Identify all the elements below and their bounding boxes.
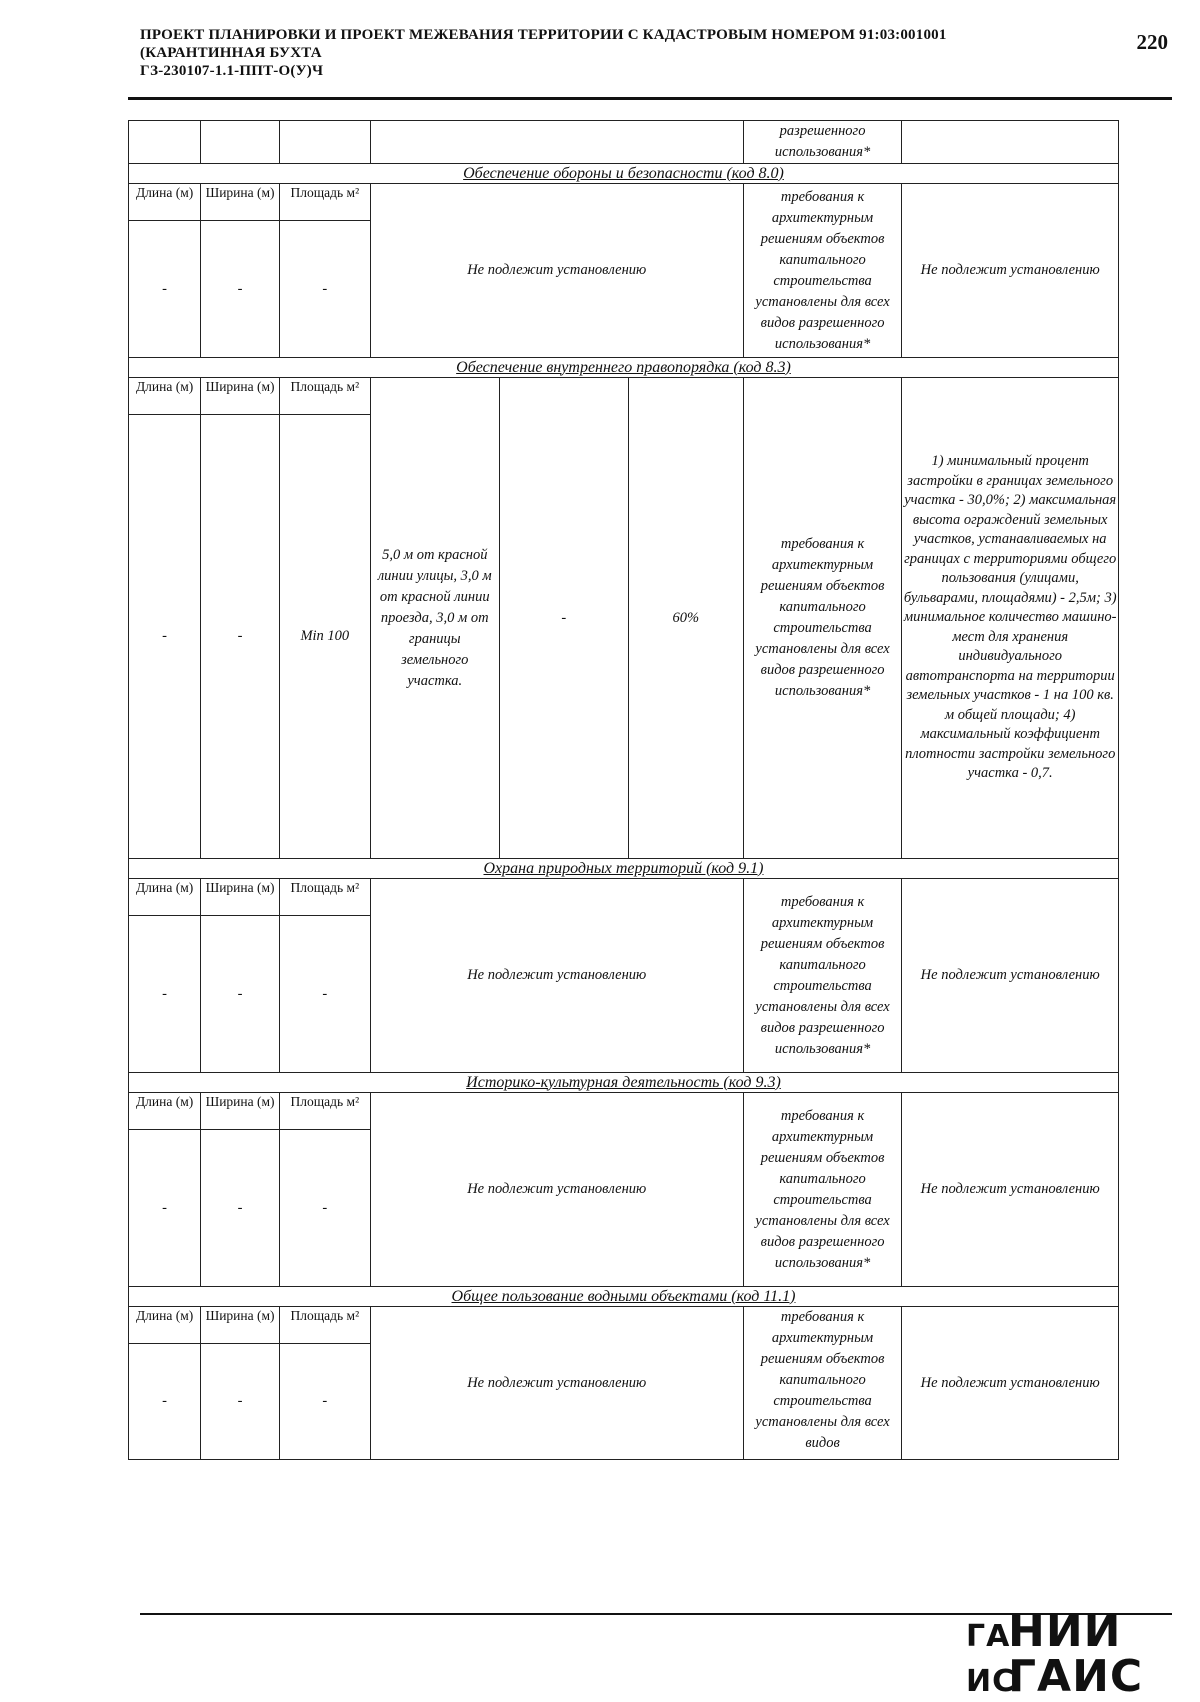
logo-word-top: НИИ <box>1008 1606 1122 1657</box>
length-value: - <box>129 1344 201 1460</box>
arch-requirements-cell: разрешенного использования* <box>743 121 902 164</box>
arch-requirements-cell: требования к архитектурным решениям объектов капитального строительства установлены для всех видов разрешенного использования* <box>743 378 902 859</box>
table-row-header-8-3 <box>129 378 1119 415</box>
table-row-header-8-0 <box>129 184 1119 221</box>
area-value: - <box>279 1344 370 1460</box>
not-set-cell: Не подлежит установлению <box>370 879 743 1073</box>
area-value: Min 100 <box>279 415 370 859</box>
header-document-code: ГЗ-230107-1.1-ППТ-О(У)Ч <box>140 63 324 79</box>
length-value: - <box>129 1130 201 1287</box>
width-value: - <box>201 1344 280 1460</box>
page-number: 220 <box>1136 30 1168 54</box>
not-set-cell: Не подлежит установлению <box>902 1307 1119 1460</box>
section-title-9-1: Охрана природных территорий (код 9.1) <box>483 859 764 877</box>
not-set-cell: Не подлежит установлению <box>370 184 743 358</box>
arch-requirements-cell: требования к архитектурным решениям объектов капитального строительства установлены для всех видов разрешенного использования* <box>743 1093 902 1287</box>
col-length-header: Длина (м) <box>129 879 201 916</box>
area-value: - <box>279 1130 370 1287</box>
section-title-8-0: Обеспечение обороны и безопасности (код 8.0) <box>463 164 784 182</box>
table-row-header-9-3 <box>129 1093 1119 1130</box>
col-width-header: Ширина (м) <box>201 378 280 415</box>
header-title-line-2: (КАРАНТИННАЯ БУХТА <box>140 45 322 61</box>
col-length-header: Длина (м) <box>129 1093 201 1130</box>
area-value: - <box>279 221 370 358</box>
col-length-header: Длина (м) <box>129 1307 201 1344</box>
section-row-9-3 <box>129 1073 1119 1093</box>
section-row-11-1 <box>129 1287 1119 1307</box>
not-set-cell: Не подлежит установлению <box>902 1093 1119 1287</box>
arch-requirements-cell: требования к архитектурным решениям объектов капитального строительства установлены для всех видов разрешенного использования* <box>743 184 902 358</box>
width-value: - <box>201 1130 280 1287</box>
col-width-header: Ширина (м) <box>201 184 280 221</box>
col-length-header: Длина (м) <box>129 378 201 415</box>
col-area-header: Площадь м² <box>279 184 370 221</box>
requirements-table <box>128 120 1119 1460</box>
floors-cell: - <box>499 378 628 859</box>
arch-requirements-cell: требования к архитектурным решениям объектов капитального строительства установлены для всех видов разрешенного использования* <box>743 879 902 1073</box>
arch-requirements-cell: требования к архитектурным решениям объектов капитального строительства установлены для всех видов <box>743 1307 902 1460</box>
not-set-cell: Не подлежит установлению <box>902 184 1119 358</box>
col-area-header: Площадь м² <box>279 879 370 916</box>
col-width-header: Ширина (м) <box>201 1093 280 1130</box>
section-row-8-3 <box>129 358 1119 378</box>
area-value: - <box>279 916 370 1073</box>
not-set-cell: Не подлежит установлению <box>370 1307 743 1460</box>
niigais-logo <box>966 1606 1166 1702</box>
width-value: - <box>201 221 280 358</box>
section-title-11-1: Общее пользование водными объектами (код 11.1) <box>451 1287 796 1305</box>
setback-cell: 5,0 м от красной линии улицы, 3,0 м от красной линии проезда, 3,0 м от границы земельного участка. <box>370 378 499 859</box>
col-area-header: Площадь м² <box>279 1307 370 1344</box>
col-width-header: Ширина (м) <box>201 1307 280 1344</box>
section-title-8-3: Обеспечение внутреннего правопорядка (код 8.3) <box>456 358 791 376</box>
section-row-9-1 <box>129 859 1119 879</box>
header-rule <box>128 97 1172 100</box>
col-area-header: Площадь м² <box>279 378 370 415</box>
col-width-header: Ширина (м) <box>201 879 280 916</box>
table-row-header-9-1 <box>129 879 1119 916</box>
col-length-header: Длина (м) <box>129 184 201 221</box>
logo-mark-bottom: ИС <box>966 1664 1016 1699</box>
coverage-cell: 60% <box>628 378 743 859</box>
table-row-continuation <box>129 121 1119 164</box>
width-value: - <box>201 415 280 859</box>
other-parameters-cell: 1) минимальный процент застройки в границах земельного участка - 30,0%; 2) максимальная высота ограждений земельных участков, устанавливаемых на границах с территориями общего пользования (улицами, бульварами, площадями) - 2,5м; 3) минимальное количество машино-мест для хранения индивидуального автотранспорта на территории земельных участков - 1 на 100 кв. м общей площади; 4) максимальный коэффициент плотности застройки земельного участка - 0,7. <box>902 378 1119 859</box>
logo-mark-top: ГА <box>966 1619 1011 1654</box>
section-row-8-0 <box>129 164 1119 184</box>
length-value: - <box>129 415 201 859</box>
header-title-line-1: ПРОЕКТ ПЛАНИРОВКИ И ПРОЕКТ МЕЖЕВАНИЯ ТЕРРИТОРИИ С КАДАСТРОВЫМ НОМЕРОМ 91:03:001001 <box>140 27 947 43</box>
not-set-cell: Не подлежит установлению <box>370 1093 743 1287</box>
table-row-header-11-1 <box>129 1307 1119 1344</box>
length-value: - <box>129 221 201 358</box>
logo-word-bottom: ГАИС <box>1008 1651 1144 1702</box>
not-set-cell: Не подлежит установлению <box>902 879 1119 1073</box>
col-area-header: Площадь м² <box>279 1093 370 1130</box>
length-value: - <box>129 916 201 1073</box>
section-title-9-3: Историко-культурная деятельность (код 9.3) <box>466 1073 781 1091</box>
width-value: - <box>201 916 280 1073</box>
document-header <box>140 26 1180 80</box>
